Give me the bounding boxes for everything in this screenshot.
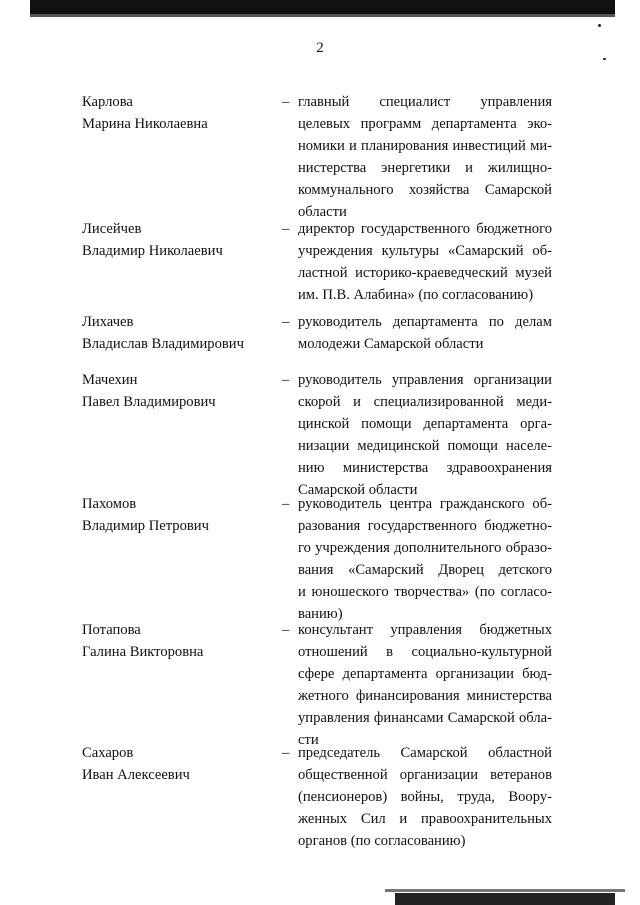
given-name: Владимир Николаевич (82, 243, 223, 259)
description-line: органов (по согласованию) (298, 833, 466, 849)
dash: – (282, 745, 290, 761)
surname: Лисейчев (82, 221, 142, 237)
surname: Потапова (82, 622, 141, 638)
description-line: вания «Самарский Дворец детского (298, 562, 552, 578)
description-line: целевых программ департамента эко- (298, 116, 552, 132)
description-line: директор государственного бюджетного (298, 221, 552, 237)
description-line: сти (298, 732, 319, 748)
description-line: и юношеского творчества» (по согласо- (298, 584, 552, 600)
scan-border-bottom (395, 893, 615, 905)
surname: Карлова (82, 94, 133, 110)
description-line: молодежи Самарской области (298, 336, 484, 352)
description-line: коммунального хозяйства Самарской (298, 182, 552, 198)
description-line: женных Сил и правоохранительных (298, 811, 552, 827)
description-line: го учреждения дополнительного образо- (298, 540, 552, 556)
given-name: Галина Викторовна (82, 644, 204, 660)
description-line: консультант управления бюджетных (298, 622, 552, 638)
description-line: руководитель управления организации (298, 372, 552, 388)
surname: Лихачев (82, 314, 134, 330)
given-name: Владислав Владимирович (82, 336, 244, 352)
description-line: номики и планирования инвестиций ми- (298, 138, 552, 154)
position-description (298, 369, 552, 501)
position-description (298, 311, 552, 355)
person-name (82, 619, 282, 663)
description-line: руководитель центра гражданского об- (298, 496, 552, 512)
description-line: им. П.В. Алабина» (по согласованию) (298, 287, 534, 303)
dash: – (282, 314, 290, 330)
description-line: низации медицинской помощи населе- (298, 438, 552, 454)
description-line: председатель Самарской областной (298, 745, 552, 761)
dash: – (282, 372, 290, 388)
given-name: Павел Владимирович (82, 394, 216, 410)
description-line: учреждения культуры «Самарский об- (298, 243, 552, 259)
description-line: нистерства энергетики и жилищно- (298, 160, 552, 176)
page-number: 2 (316, 40, 324, 56)
given-name: Владимир Петрович (82, 518, 209, 534)
description-line: скорой и специализированной меди- (298, 394, 552, 410)
surname: Мачехин (82, 372, 138, 388)
description-line: ванию) (298, 606, 343, 622)
scan-speck (603, 58, 606, 60)
description-line: главный специалист управления (298, 94, 552, 110)
dash: – (282, 94, 290, 110)
surname: Сахаров (82, 745, 134, 761)
description-line: управления финансами Самарской обла- (298, 710, 552, 726)
person-name (82, 742, 282, 786)
dash: – (282, 622, 290, 638)
description-line: Самарской области (298, 482, 418, 498)
person-name (82, 369, 282, 413)
given-name: Иван Алексеевич (82, 767, 190, 783)
position-description (298, 619, 552, 751)
scan-border-top (30, 0, 615, 14)
description-line: нию министерства здравоохранения (298, 460, 552, 476)
description-line: цинской помощи департамента орга- (298, 416, 552, 432)
scan-speck (598, 24, 601, 27)
surname: Пахомов (82, 496, 137, 512)
description-line: области (298, 204, 347, 220)
position-description (298, 218, 552, 306)
position-description (298, 91, 552, 223)
person-name (82, 311, 282, 355)
position-description (298, 493, 552, 625)
person-name (82, 91, 282, 135)
description-line: жетного финансирования министерства (298, 688, 552, 704)
position-description (298, 742, 552, 852)
description-line: руководитель департамента по делам (298, 314, 552, 330)
person-name (82, 493, 282, 537)
description-line: разования государственного бюджетно- (298, 518, 552, 534)
dash: – (282, 221, 290, 237)
person-name (82, 218, 282, 262)
description-line: ластной историко-краеведческий музей (298, 265, 552, 281)
dash: – (282, 496, 290, 512)
description-line: отношений в социально-культурной (298, 644, 552, 660)
description-line: общественной организации ветеранов (298, 767, 552, 783)
description-line: сфере департамента организации бюд- (298, 666, 552, 682)
description-line: (пенсионеров) войны, труда, Воору- (298, 789, 552, 805)
given-name: Марина Николаевна (82, 116, 208, 132)
